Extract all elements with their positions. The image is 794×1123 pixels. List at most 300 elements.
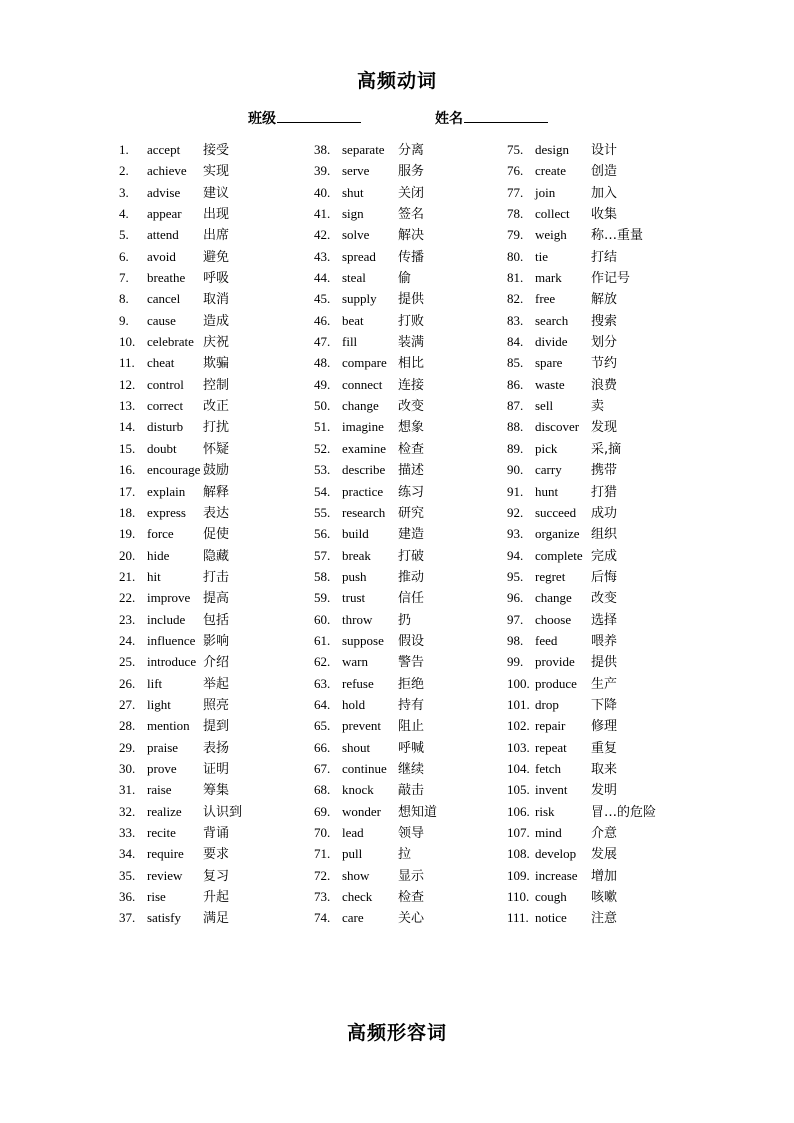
vocab-item [314,502,437,523]
vocab-english: check [342,889,373,905]
vocab-item [507,865,656,886]
vocab-number: 52. [314,440,331,456]
vocab-number: 50. [314,398,331,414]
vocab-chinese: 继续 [398,761,425,777]
vocab-item [507,651,656,672]
vocab-english: hunt [535,483,559,499]
vocab-chinese: 收集 [591,207,618,223]
vocab-item [314,438,437,459]
vocab-item [314,587,437,608]
vocab-number: 57. [314,547,331,563]
vocab-english: care [342,910,364,926]
vocab-number: 101. [507,696,530,712]
vocab-number: 37. [119,910,136,926]
vocab-number: 18. [119,504,136,520]
vocab-english: sign [342,206,364,222]
vocab-number: 22. [119,590,136,606]
vocab-chinese: 偷 [398,271,412,287]
vocab-number: 4. [119,206,129,222]
vocab-item [507,160,656,181]
vocab-number: 82. [507,291,524,307]
vocab-number: 25. [119,654,136,670]
vocab-number: 44. [314,270,331,286]
vocab-chinese: 检查 [398,441,425,457]
vocab-item [119,246,242,267]
vocab-english: practice [342,483,384,499]
vocab-number: 2. [119,163,129,179]
vocab-number: 12. [119,376,136,392]
vocab-number: 38. [314,142,331,157]
vocab-item [119,288,242,309]
vocab-number: 26. [119,675,136,691]
vocab-chinese: 携带 [591,463,618,479]
vocab-item [314,545,437,566]
vocab-english: regret [535,568,566,584]
vocab-english: throw [342,611,373,627]
vocab-chinese: 复习 [203,868,230,884]
vocab-item [119,822,242,843]
vocab-item [119,737,242,758]
vocab-chinese: 相比 [398,356,425,372]
vocab-chinese: 浪费 [591,377,618,393]
vocab-chinese: 打结 [591,249,618,265]
vocab-item [314,331,437,352]
vocab-item [507,673,656,694]
vocab-number: 41. [314,206,331,222]
vocab-chinese: 满足 [203,911,230,927]
vocab-english: knock [342,782,374,798]
vocab-number: 28. [119,718,136,734]
vocab-chinese: 划分 [591,335,618,351]
vocab-item [314,160,437,181]
vocab-item [314,310,437,331]
vocab-number: 75. [507,142,524,157]
vocab-chinese: 欺骗 [203,356,230,372]
class-label: 班级 [248,111,276,127]
vocab-item [507,310,656,331]
vocab-chinese: 想象 [398,420,425,436]
vocab-item [119,310,242,331]
vocab-item [507,459,656,480]
vocab-english: suppose [342,632,384,648]
vocab-item [119,438,242,459]
vocab-english: include [147,611,186,627]
vocab-number: 60. [314,611,331,627]
vocab-chinese: 连接 [398,377,425,393]
vocab-english: describe [342,462,386,478]
vocab-chinese: 介绍 [203,655,230,671]
vocab-item [119,139,242,160]
vocab-chinese: 提供 [398,292,425,308]
vocab-chinese: 拉 [398,847,412,863]
vocab-number: 81. [507,270,524,286]
vocab-number: 39. [314,163,331,179]
vocab-chinese: 节约 [591,356,618,372]
vocab-number: 95. [507,568,524,584]
vocab-item [314,288,437,309]
vocab-item [119,566,242,587]
vocab-chinese: 分离 [398,143,425,158]
vocab-item [507,566,656,587]
vocab-english: risk [535,803,555,819]
vocab-number: 42. [314,227,331,243]
vocab-english: discover [535,419,580,435]
vocab-chinese: 认识到 [203,804,243,820]
vocab-english: choose [535,611,572,627]
vocab-number: 76. [507,163,524,179]
vocab-item [507,545,656,566]
vocab-item [119,801,242,822]
vocab-item [119,609,242,630]
vocab-item [119,374,242,395]
vocab-chinese: 背诵 [203,826,230,841]
vocab-chinese: 注意 [591,911,618,927]
vocab-number: 92. [507,504,524,520]
page-title: 高频动词 [356,70,437,92]
vocab-item [119,715,242,736]
vocab-english: satisfy [147,910,181,926]
vocab-english: push [342,568,367,584]
vocab-item [119,203,242,224]
vocab-item [314,224,437,245]
vocab-number: 84. [507,334,524,350]
vocab-english: continue [342,760,387,776]
vocab-number: 24. [119,632,136,648]
vocab-number: 106. [507,803,530,819]
vocab-chinese: 发明 [591,783,618,799]
vocab-english: show [342,867,370,883]
vocab-chinese: 举起 [203,676,230,692]
vocab-item [507,182,656,203]
vocab-chinese: 控制 [203,377,230,393]
vocab-english: waste [535,376,565,392]
vocab-number: 56. [314,526,331,542]
vocab-english: achieve [147,163,187,179]
vocab-chinese: 服务 [398,164,425,180]
vocab-english: repeat [535,739,567,755]
vocab-chinese: 后悔 [591,569,618,585]
vocab-chinese: 称…重量 [591,228,644,244]
vocab-english: lift [147,675,163,691]
vocab-item [507,502,656,523]
vocab-number: 74. [314,910,331,926]
vocab-chinese: 取消 [203,292,230,308]
vocab-english: wonder [342,803,381,819]
vocab-english: trust [342,590,366,606]
vocab-chinese: 影响 [203,633,230,649]
vocab-number: 13. [119,398,136,414]
vocab-english: carry [535,462,562,478]
vocab-item [314,182,437,203]
vocab-english: research [342,504,386,520]
vocab-chinese: 解放 [591,292,618,308]
vocab-english: force [147,526,174,542]
vocab-chinese: 设计 [591,143,618,158]
vocab-number: 88. [507,419,524,435]
vocab-english: improve [147,590,191,606]
vocab-number: 72. [314,867,331,883]
vocab-number: 104. [507,760,530,776]
vocab-english: light [147,696,171,712]
vocab-number: 35. [119,867,136,883]
vocab-english: succeed [535,504,577,520]
vocab-number: 10. [119,334,136,350]
vocab-english: serve [342,163,370,179]
vocab-item [314,395,437,416]
vocab-item [314,715,437,736]
vocab-chinese: 创造 [591,164,618,180]
vocab-english: cause [147,312,176,328]
vocab-number: 7. [119,270,129,286]
vocab-english: express [147,504,186,520]
vocab-item [507,224,656,245]
vocab-chinese: 装满 [398,335,425,351]
vocab-chinese: 警告 [398,655,425,671]
vocab-english: encourage [147,462,201,478]
vocab-item [119,224,242,245]
vocab-number: 6. [119,248,129,264]
vocab-item [507,267,656,288]
vocab-english: develop [535,846,577,862]
next-section-title: 高频形容词 [346,1022,447,1044]
vocab-number: 91. [507,483,524,499]
vocab-english: disturb [147,419,184,435]
vocab-item [507,438,656,459]
vocab-chinese: 证明 [203,761,230,777]
vocab-column-3 [507,139,656,929]
vocab-item [119,758,242,779]
vocab-chinese: 建造 [398,527,425,543]
vocab-item [507,352,656,373]
vocab-chinese: 出席 [203,228,230,244]
vocab-chinese: 解决 [398,228,425,244]
vocab-number: 94. [507,547,524,563]
vocab-english: control [147,376,184,392]
vocab-number: 62. [314,654,331,670]
name-field [435,108,548,128]
vocab-number: 78. [507,206,524,222]
vocab-item [119,651,242,672]
vocab-english: attend [147,227,179,243]
class-field [248,108,361,128]
vocab-english: breathe [147,270,186,286]
vocab-chinese: 下降 [591,697,618,713]
vocab-item [314,481,437,502]
vocab-english: notice [535,910,567,926]
vocab-item [119,587,242,608]
vocab-item [119,160,242,181]
vocab-english: advise [147,184,181,200]
vocab-english: review [147,867,183,883]
vocab-chinese: 取来 [591,761,618,777]
vocab-chinese: 打猎 [591,484,618,500]
vocab-chinese: 信任 [398,591,425,607]
vocab-chinese: 打击 [203,569,230,585]
vocab-english: prevent [342,718,381,734]
name-blank[interactable] [464,108,548,123]
vocab-chinese: 要求 [203,847,230,863]
vocab-number: 58. [314,568,331,584]
vocab-english: refuse [342,675,374,691]
vocab-item [119,545,242,566]
vocab-english: pull [342,846,363,862]
vocab-item [314,694,437,715]
vocab-number: 111. [507,910,529,926]
class-blank[interactable] [277,108,361,123]
vocab-number: 32. [119,803,136,819]
vocab-item [507,758,656,779]
vocab-item [507,374,656,395]
vocab-item [507,886,656,907]
vocab-english: hit [147,568,161,584]
vocab-item [119,865,242,886]
vocab-chinese: 搜索 [591,313,618,329]
vocab-chinese: 采,摘 [591,441,622,457]
vocab-item [314,523,437,544]
vocab-number: 99. [507,654,524,670]
vocab-chinese: 实现 [203,164,230,180]
vocab-number: 108. [507,846,530,862]
vocab-number: 16. [119,462,136,478]
vocab-chinese: 发展 [591,847,618,863]
vocab-item [314,416,437,437]
vocab-english: design [535,142,569,157]
student-info-row [0,108,794,130]
vocab-english: hold [342,696,366,712]
vocab-chinese: 庆祝 [203,335,230,351]
vocab-item [119,907,242,928]
vocab-number: 80. [507,248,524,264]
vocab-chinese: 检查 [398,890,425,906]
vocab-item [119,481,242,502]
vocab-english: correct [147,398,184,414]
vocab-number: 3. [119,184,129,200]
vocab-chinese: 筹集 [203,783,230,799]
vocab-number: 54. [314,483,331,499]
vocab-item [507,288,656,309]
vocab-english: praise [147,739,179,755]
vocab-chinese: 喂养 [591,633,618,649]
vocab-number: 87. [507,398,524,414]
vocab-chinese: 发现 [591,420,618,436]
vocab-number: 8. [119,291,129,307]
vocab-number: 89. [507,440,524,456]
vocab-number: 47. [314,334,331,350]
vocab-number: 29. [119,739,136,755]
vocab-chinese: 怀疑 [203,441,230,457]
vocab-chinese: 提高 [203,591,230,607]
vocab-number: 105. [507,782,530,798]
vocab-english: tie [535,248,548,264]
vocab-english: increase [535,867,578,883]
vocab-item [314,630,437,651]
vocab-item [119,886,242,907]
vocab-number: 73. [314,889,331,905]
vocab-number: 97. [507,611,524,627]
vocab-english: compare [342,355,387,371]
vocab-number: 36. [119,889,136,905]
vocab-english: steal [342,270,366,286]
vocab-item [314,374,437,395]
vocab-chinese: 打破 [398,548,425,564]
vocab-number: 51. [314,419,331,435]
vocab-english: appear [147,206,182,222]
vocab-item [314,822,437,843]
vocab-english: pick [535,440,558,456]
vocab-chinese: 持有 [398,697,425,713]
vocab-item [314,203,437,224]
vocab-number: 69. [314,803,331,819]
vocab-item [507,907,656,928]
vocab-english: build [342,526,369,542]
vocab-item [507,715,656,736]
vocab-chinese: 签名 [398,207,425,223]
vocab-english: repair [535,718,566,734]
vocab-number: 21. [119,568,136,584]
vocab-item [119,416,242,437]
vocab-item [314,843,437,864]
vocab-column-2 [314,139,437,929]
vocab-item [507,139,656,160]
vocab-chinese: 咳嗽 [591,890,618,906]
vocab-english: require [147,846,184,862]
vocab-english: beat [342,312,364,328]
vocab-number: 64. [314,696,331,712]
vocab-chinese: 重复 [591,740,618,756]
vocab-english: raise [147,782,172,798]
vocab-item [314,737,437,758]
vocab-english: change [342,398,379,414]
vocab-column-1 [119,139,242,929]
vocab-number: 9. [119,312,129,328]
vocab-english: prove [147,760,177,776]
vocab-item [314,609,437,630]
vocab-chinese: 照亮 [203,697,230,713]
vocab-chinese: 呼喊 [398,740,425,756]
vocab-number: 63. [314,675,331,691]
vocab-chinese: 升起 [203,890,230,906]
vocab-english: cancel [147,291,181,307]
vocab-item [314,566,437,587]
vocab-chinese: 推动 [398,569,425,585]
vocab-item [314,758,437,779]
vocab-number: 5. [119,227,129,243]
vocab-english: influence [147,632,196,648]
vocab-number: 66. [314,739,331,755]
vocab-item [314,886,437,907]
vocab-chinese: 表达 [203,505,230,521]
vocab-english: rise [147,889,166,905]
vocab-item [314,246,437,267]
vocab-english: sell [535,398,554,414]
vocab-item [314,267,437,288]
vocab-item [314,673,437,694]
vocab-item [507,801,656,822]
vocab-chinese: 敲击 [398,783,425,799]
vocab-english: invent [535,782,568,798]
vocab-english: break [342,547,371,563]
vocab-item [119,843,242,864]
vocab-english: examine [342,440,387,456]
vocab-number: 68. [314,782,331,798]
vocab-chinese: 表扬 [203,740,230,756]
vocab-chinese: 打败 [398,313,425,329]
vocab-english: organize [535,526,580,542]
vocab-item [314,139,437,160]
vocab-chinese: 呼吸 [203,271,230,287]
vocab-english: free [535,291,556,307]
vocab-item [119,502,242,523]
